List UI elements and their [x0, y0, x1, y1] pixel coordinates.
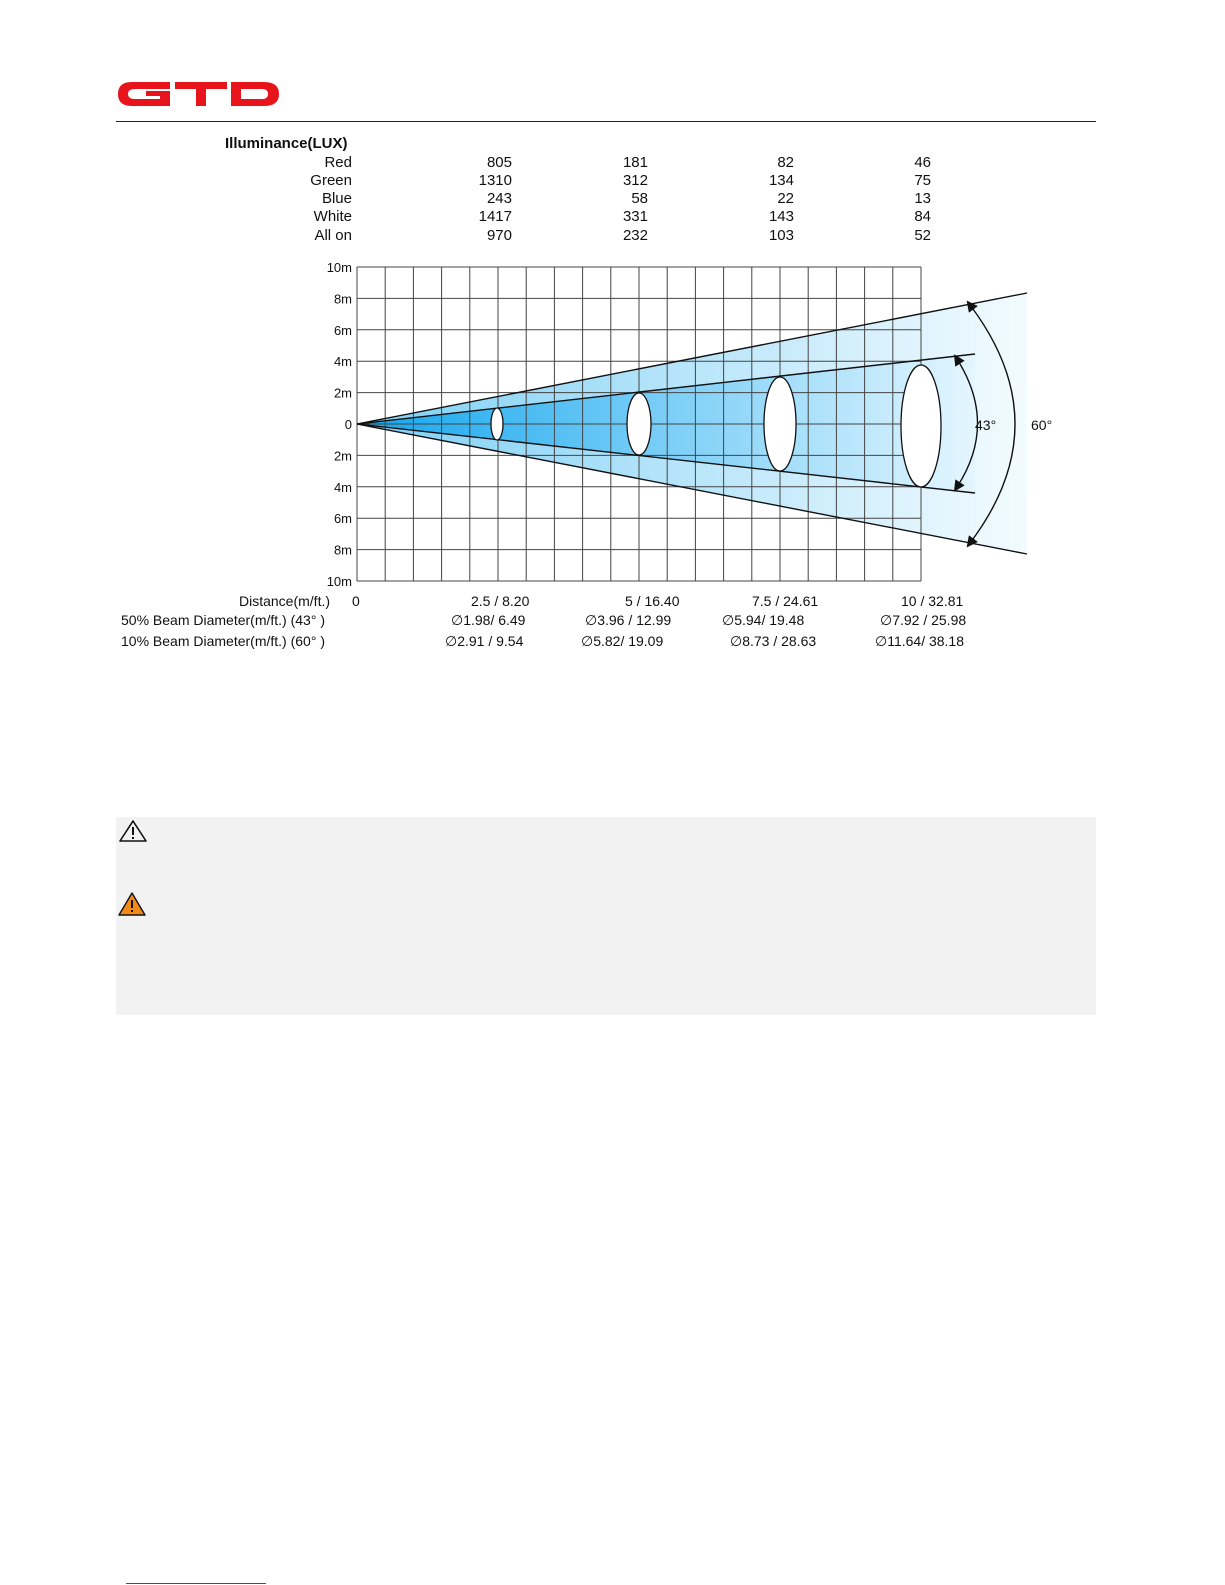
- lux-value: 82: [777, 154, 794, 171]
- lux-value: 805: [486, 154, 512, 171]
- lux-value: 1417: [478, 208, 512, 225]
- y-axis-label: 8m: [333, 542, 352, 558]
- distance-value: 7.5 / 24.61: [752, 593, 819, 609]
- lux-row-label: White: [313, 208, 352, 225]
- lux-value: 22: [777, 190, 794, 207]
- lux-value: 970: [486, 227, 512, 244]
- gtd-logo: [118, 82, 280, 106]
- y-axis-label: 6m: [333, 322, 352, 338]
- beam50-value: ∅5.94/ 19.48: [722, 612, 805, 628]
- illuminance-title: Illuminance(LUX): [225, 135, 348, 152]
- lux-value: 52: [914, 227, 931, 244]
- beam-section-7-5m: [764, 377, 796, 471]
- header-rule: [116, 121, 1096, 122]
- y-axis-label: 6m: [333, 511, 352, 527]
- lux-value: 143: [768, 208, 794, 225]
- beam10-label: 10% Beam Diameter(m/ft.) (60° ): [121, 633, 325, 649]
- beam50-label: 50% Beam Diameter(m/ft.) (43° ): [121, 612, 325, 628]
- beam-section-5m: [627, 393, 651, 455]
- outer-angle-label: 60°: [1031, 417, 1053, 433]
- beam50-value: ∅1.98/ 6.49: [451, 612, 526, 628]
- lux-row-label: All on: [314, 227, 352, 244]
- lux-value: 331: [622, 208, 648, 225]
- lux-value: 181: [622, 154, 648, 171]
- beam-section-2-5m: [491, 408, 503, 440]
- beam10-value: ∅8.73 / 28.63: [730, 633, 817, 649]
- y-axis-label: 2m: [333, 385, 352, 401]
- y-axis-label: 4m: [333, 479, 352, 495]
- lux-value: 312: [622, 172, 648, 189]
- lux-value: 13: [914, 190, 931, 207]
- beam10-value: ∅2.91 / 9.54: [445, 633, 524, 649]
- footer-link-underline[interactable]: [126, 1583, 266, 1584]
- y-axis-label: 8m: [333, 291, 352, 307]
- lux-value: 134: [768, 172, 794, 189]
- distance-label: Distance(m/ft.): [239, 593, 331, 609]
- distance-value: 10 / 32.81: [901, 593, 964, 609]
- lux-row-label: Red: [324, 154, 352, 171]
- inner-angle-label: 43°: [975, 417, 997, 433]
- lux-value: 84: [914, 208, 931, 225]
- lux-row-label: Green: [310, 172, 352, 189]
- y-axis-label: 2m: [333, 448, 352, 464]
- distance-value: 2.5 / 8.20: [471, 593, 530, 609]
- lux-value: 232: [622, 227, 648, 244]
- beam-section-10m: [901, 365, 941, 487]
- lux-value: 58: [631, 190, 648, 207]
- beam10-value: ∅11.64/ 38.18: [875, 633, 965, 649]
- lux-value: 1310: [478, 172, 512, 189]
- distance-value: 0: [352, 593, 360, 609]
- lux-value: 75: [914, 172, 931, 189]
- lux-value: 46: [914, 154, 931, 171]
- y-axis-label: 10m: [326, 574, 352, 589]
- beam50-value: ∅7.92 / 25.98: [880, 612, 967, 628]
- lux-value: 243: [486, 190, 512, 207]
- beam50-value: ∅3.96 / 12.99: [585, 612, 672, 628]
- warning-outline-icon: [119, 820, 147, 842]
- beam-angle-diagram: [300, 255, 1060, 595]
- distance-value: 5 / 16.40: [625, 593, 680, 609]
- y-axis-label: 4m: [333, 354, 352, 370]
- warning-orange-icon: [118, 892, 146, 916]
- warning-panel: [116, 817, 1096, 1015]
- y-axis-label: 10m: [326, 260, 352, 275]
- lux-row-label: Blue: [321, 190, 352, 207]
- y-axis-label: 0: [344, 417, 352, 432]
- lux-value: 103: [768, 227, 794, 244]
- beam10-value: ∅5.82/ 19.09: [581, 633, 664, 649]
